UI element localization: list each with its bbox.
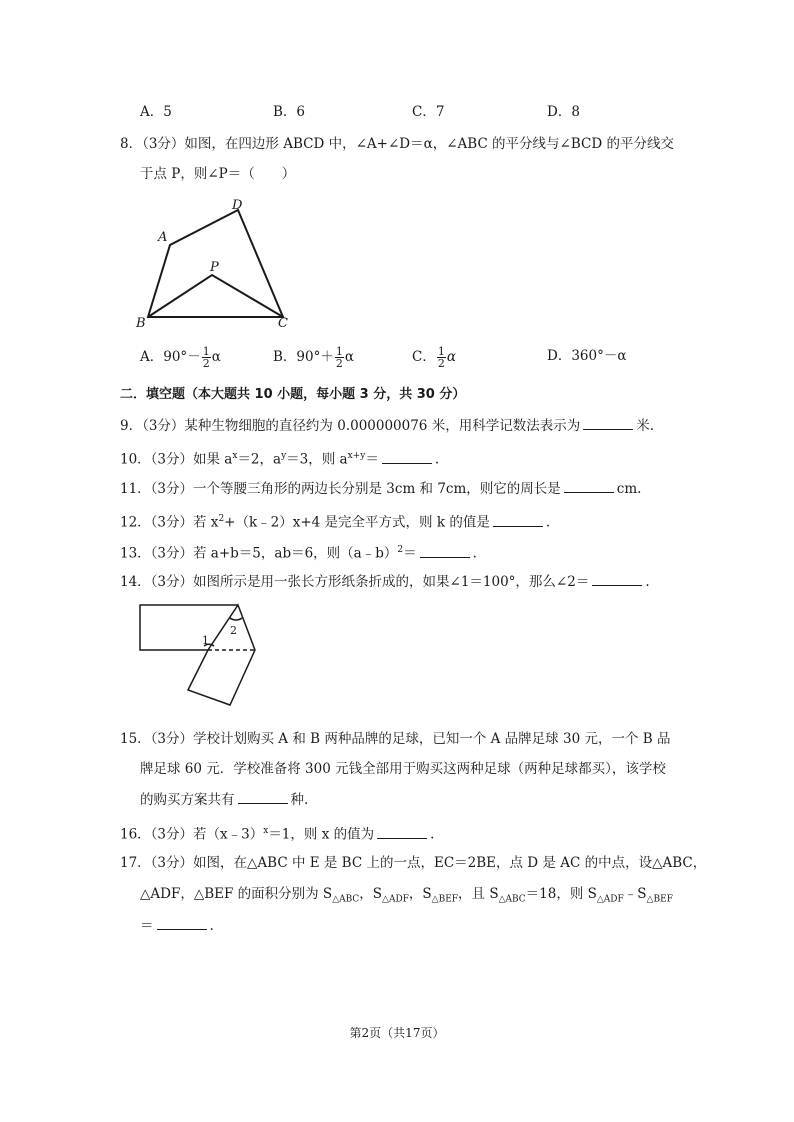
q10: 10．（3分）如果 $a^x=2$，$a^y=3$，则 $a^{x+y}=$ . xyxy=(120,446,439,470)
fraction-half: $\frac{1}{2}$ xyxy=(437,345,445,370)
answer-blank xyxy=(377,824,427,839)
q17-line-1: 17．（3分）如图，在△ABC 中 E 是 BC 上的一点，EC＝2BE，点 D 是 AC 的中点，设△ABC， xyxy=(120,855,707,871)
q15-line-2: 牌足球 60 元．学校准备将 300 元钱全部用于购买这两种足球（两种足球都买），该学校 xyxy=(140,761,666,777)
q7-option-b: B．6 xyxy=(273,104,306,120)
angle-1-label: 1 xyxy=(202,634,209,647)
answer-blank xyxy=(238,789,288,804)
label-b: B xyxy=(136,316,146,331)
answer-blank xyxy=(420,543,470,558)
folded-strip xyxy=(188,605,255,705)
q8-option-b: B．90°＋ $\frac{1}{2}$ α xyxy=(273,345,354,370)
q12: 12．（3分）若 $x^2+(k﹣2)x+4$ 是完全平方式，则 k 的值是 . xyxy=(120,509,550,533)
bisector-lines xyxy=(148,275,283,317)
q13: 13．（3分）若 a+b＝5，ab＝6，则（a﹣b）$^2$＝ . xyxy=(120,540,477,564)
q15-line-1: 15．（3分）学校计划购买 A 和 B 两种品牌的足球，已知一个 A 品牌足球 30 元，一个 B 品 xyxy=(120,731,671,747)
angle-2-arc xyxy=(230,618,242,620)
q17-line-3: ＝ . xyxy=(140,915,214,936)
label-p: P xyxy=(210,260,219,275)
angle-2-label: 2 xyxy=(230,624,237,637)
q8-quadrilateral-figure xyxy=(130,195,300,335)
q16: 16．（3分）若（x﹣3）$^x$＝1，则 x 的值为 . xyxy=(120,821,434,845)
q15-line-3: 的购买方案共有 种. xyxy=(140,789,308,810)
q7-option-a: A．5 xyxy=(140,104,172,120)
label-d: D xyxy=(232,198,243,213)
q14-folded-strip-figure xyxy=(138,600,268,710)
q7-option-d: D．8 xyxy=(547,104,580,120)
label-a: A xyxy=(158,230,168,245)
q9: 9．（3分）某种生物细胞的直径约为 0.000000076 米，用科学记数法表示为 米. xyxy=(120,415,654,436)
q11: 11．（3分）一个等腰三角形的两边长分别是 3cm 和 7cm，则它的周长是 cm. xyxy=(120,478,641,499)
fraction-half: $\frac{1}{2}$ xyxy=(335,345,343,370)
answer-blank xyxy=(583,415,633,430)
fraction-half: $\frac{1}{2}$ xyxy=(202,345,210,370)
answer-blank xyxy=(157,915,207,930)
q17-line-2: △ADF，△BEF 的面积分别为 $S_{\triangle ABC}$，$S_{\triangle ADF}$，$S_{\triangle BEF}$，且 $S_{\triangle ABC}=18$，则 $S_{\triangle ADF}﹣S_{\triangle BEF}$ xyxy=(140,886,673,905)
q7-option-c: C．7 xyxy=(412,104,445,120)
q8-option-a: A．90°－ $\frac{1}{2}$ α xyxy=(140,345,221,370)
answer-blank xyxy=(382,449,432,464)
answer-blank xyxy=(564,478,614,493)
answer-blank xyxy=(493,512,543,527)
page-footer: 第2页（共17页） xyxy=(349,1026,445,1040)
q8-line-1: 8．（3分）如图，在四边形 ABCD 中，∠A+∠D＝α，∠ABC 的平分线与∠BCD 的平分线交 xyxy=(120,136,674,152)
q8-option-d: D．360°－α xyxy=(547,348,627,364)
q8-option-c: C． $\frac{1}{2}$ α xyxy=(412,345,456,370)
section-2-title: 二．填空题（本大题共 10 小题，每小题 3 分，共 30 分） xyxy=(120,387,466,402)
q8-line-2: 于点 P，则∠P＝（ ） xyxy=(140,166,296,182)
label-c: C xyxy=(278,316,288,331)
q14: 14．（3分）如图所示是用一张长方形纸条折成的，如果∠1＝100°，那么∠2＝ . xyxy=(120,571,650,592)
answer-blank xyxy=(592,571,642,586)
